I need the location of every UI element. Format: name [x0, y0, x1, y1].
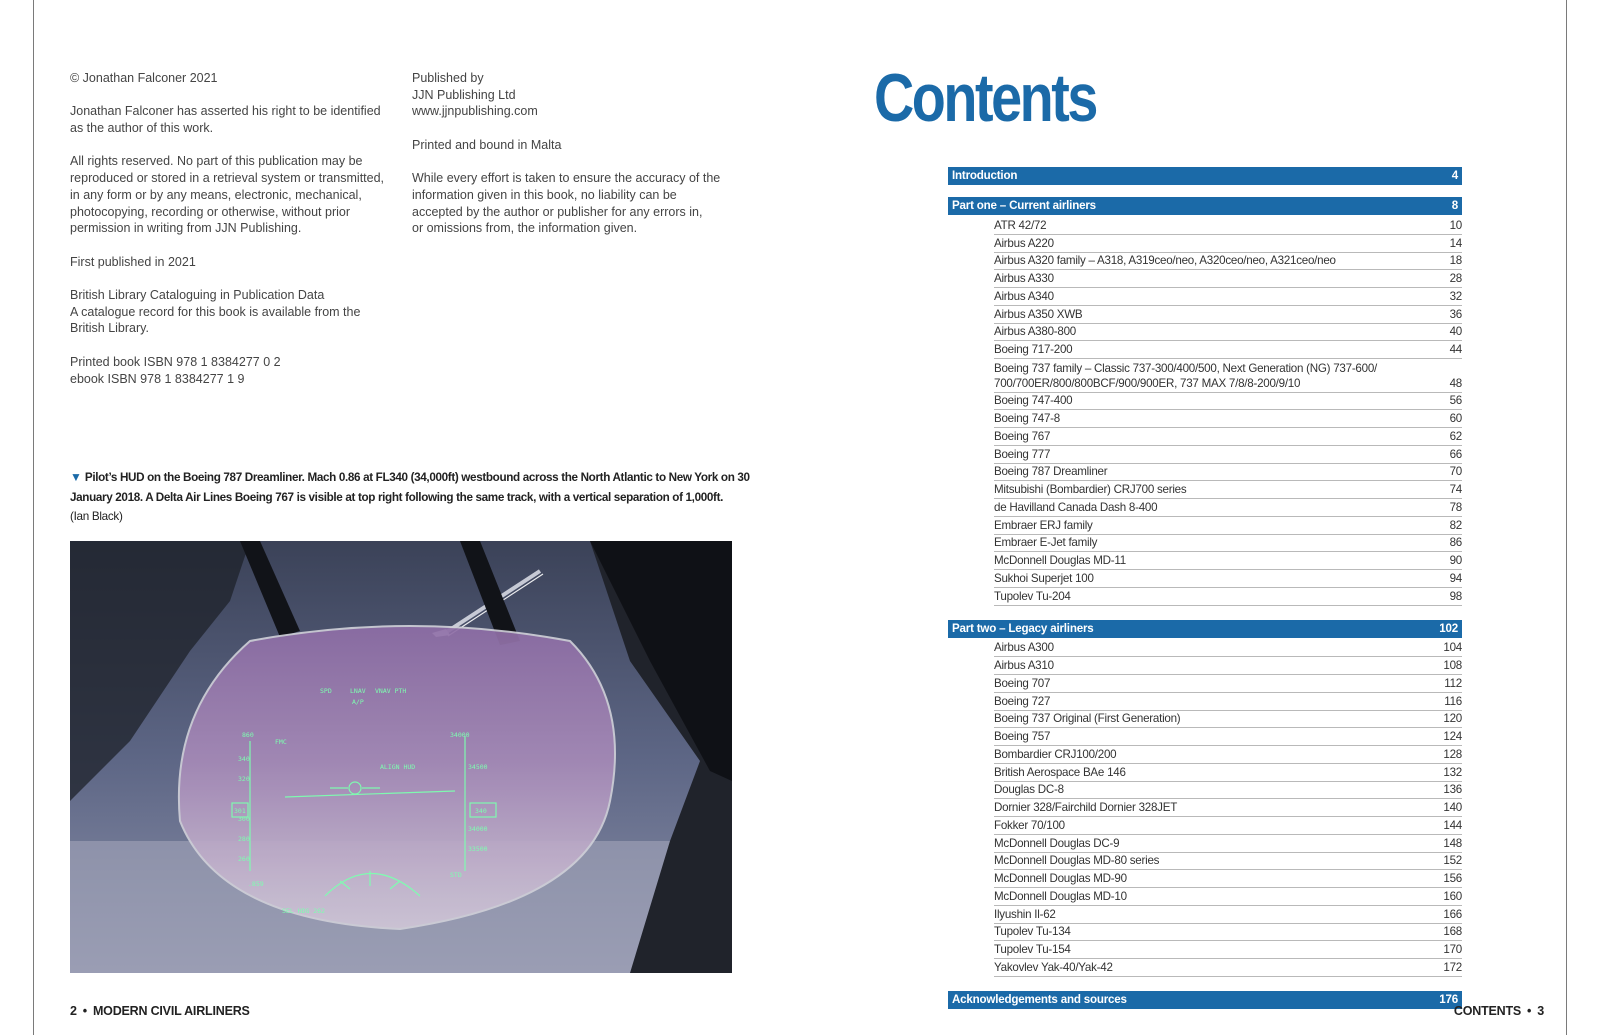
toc-entry-title: Dornier 328/Fairchild Dornier 328JET: [994, 801, 1178, 814]
toc-entry[interactable]: [994, 570, 1462, 588]
toc-spacer: [948, 606, 1462, 620]
toc-entry-page: 170: [1443, 943, 1462, 956]
hud-spd-label: SPD: [320, 687, 332, 695]
toc-section-title: Acknowledgements and sources: [952, 992, 1127, 1006]
toc-entry-title: Boeing 757: [994, 730, 1051, 743]
caption-triangle-icon: ▼: [70, 470, 82, 484]
toc-entry-page: 166: [1443, 907, 1462, 921]
moral-rights-text: Jonathan Falconer has asserted his right to be identified as the author of this work.: [70, 104, 381, 136]
toc-entry[interactable]: [994, 517, 1462, 535]
cip-text: British Library Cataloguing in Publication Data A catalogue record for this book is available from the British Library.: [70, 288, 361, 336]
toc-entry[interactable]: [994, 235, 1462, 253]
toc-entry[interactable]: [994, 428, 1462, 446]
toc-entry-title: British Aerospace BAe 146: [994, 765, 1126, 779]
rights-reserved-text: All rights reserved. No part of this publication may be reproduced or stored in a retrieval system or transmitted, in any form or by any means, electronic, mechanical, photocopying, recording or otherwise, without prior permission in writing from JJN Publishing.: [70, 154, 385, 236]
toc-entry-title: Airbus A320 family – A318, A319ceo/neo, A320ceo/neo, A321ceo/neo: [994, 254, 1336, 268]
toc-section-part-two[interactable]: [948, 620, 1462, 638]
imprint-column-2: [412, 70, 742, 254]
toc-entry[interactable]: [994, 499, 1462, 517]
toc-entry-page: 40: [1449, 325, 1462, 339]
folio-left: [70, 1004, 250, 1018]
folio-bullet: •: [1527, 1004, 1532, 1018]
toc-entry[interactable]: [994, 728, 1462, 746]
table-of-contents: [948, 167, 1462, 1009]
toc-entry-title: Airbus A310: [994, 659, 1054, 672]
toc-entry-page: 10: [1449, 218, 1462, 232]
hud-alt-tick-0: 34000: [450, 731, 470, 739]
toc-entry-page: 116: [1444, 694, 1462, 708]
toc-entry-page: 172: [1443, 960, 1462, 974]
folio-left-page: 2: [70, 1004, 77, 1018]
toc-section-page: 102: [1439, 621, 1458, 635]
toc-entry-title: McDonnell Douglas MD-80 series: [994, 854, 1160, 868]
toc-entry-title: Embraer E-Jet family: [994, 536, 1098, 550]
toc-entry[interactable]: [994, 906, 1462, 924]
hud-sel-hdg: SEL HDG 262: [282, 907, 326, 915]
toc-entry[interactable]: [994, 675, 1462, 693]
toc-entry-page: 160: [1443, 889, 1462, 903]
hud-mach-readout: .859: [248, 880, 264, 888]
toc-entry-page: 144: [1443, 818, 1462, 832]
toc-entry-title: Boeing 787 Dreamliner: [994, 465, 1108, 479]
toc-entry-page: 60: [1449, 412, 1462, 425]
toc-entry-title: Mitsubishi (Bombardier) CRJ700 series: [994, 483, 1187, 496]
toc-entry-title: Boeing 727: [994, 694, 1051, 708]
toc-entry-page: 36: [1449, 307, 1462, 321]
toc-entry-title: Fokker 70/100: [994, 818, 1065, 832]
toc-entry-title: Tupolev Tu-154: [994, 943, 1071, 956]
toc-entry-title: Boeing 737 Original (First Generation): [994, 712, 1181, 726]
toc-entry-page: 14: [1449, 236, 1462, 250]
toc-entry[interactable]: [994, 535, 1462, 553]
toc-entry-title: de Havilland Canada Dash 8-400: [994, 500, 1158, 514]
toc-part-two-list: [994, 640, 1462, 977]
toc-entry[interactable]: [994, 835, 1462, 853]
hud-speed-tick-0: 860: [242, 731, 254, 739]
toc-entry-title: Airbus A300: [994, 641, 1054, 655]
toc-entry-title: Boeing 737 family – Classic 737-300/400/500, Next Generation (NG) 737-600/ 700/700ER/800/800BCF/900/900ER, 737 MAX 7/8/8-200/9/10: [994, 361, 1378, 390]
folio-right: [1454, 1004, 1544, 1018]
disclaimer-text: While every effort is taken to ensure the accuracy of the information given in this book, no liability can be accepted by the author or publisher for any errors in, or omissions from, the information given.: [412, 171, 721, 236]
toc-entry-title: Boeing 707: [994, 676, 1051, 690]
toc-entry-page: 94: [1449, 571, 1462, 585]
toc-entry-page: 156: [1443, 872, 1462, 885]
toc-section-title: Introduction: [952, 169, 1018, 182]
toc-entry-page: 168: [1443, 925, 1462, 939]
toc-section-part-one[interactable]: [948, 197, 1462, 215]
toc-entry-title: McDonnell Douglas MD-11: [994, 554, 1126, 567]
toc-section-acknowledgements[interactable]: [948, 991, 1462, 1009]
toc-entry-title: Boeing 747-400: [994, 394, 1073, 408]
toc-entry-page: 78: [1449, 500, 1462, 514]
hud-alt-tick-3: 33500: [468, 845, 488, 853]
hud-lnav-label: LNAV: [350, 687, 366, 695]
toc-entry-title: Douglas DC-8: [994, 783, 1064, 797]
hud-ap-label: A/P: [352, 698, 364, 706]
toc-entry[interactable]: [994, 782, 1462, 800]
folio-right-title: CONTENTS: [1453, 1004, 1522, 1018]
toc-entry-title: Sukhoi Superjet 100: [994, 571, 1094, 585]
toc-entry[interactable]: [994, 640, 1462, 658]
toc-entry[interactable]: [994, 924, 1462, 942]
toc-entry-page: 74: [1449, 483, 1462, 496]
toc-entry[interactable]: [994, 693, 1462, 711]
page-edge-left: [33, 0, 34, 1035]
folio-right-page: 3: [1537, 1004, 1544, 1018]
hud-speed-tick-5: 260: [238, 855, 250, 863]
toc-entry-title: Boeing 717-200: [994, 343, 1073, 356]
toc-entry-title: McDonnell Douglas MD-10: [994, 889, 1127, 903]
toc-entry[interactable]: [994, 588, 1462, 606]
toc-entry-page: 104: [1443, 641, 1462, 655]
hud-speed-tick-2: 320: [238, 775, 250, 783]
toc-entry-page: 108: [1443, 659, 1462, 672]
hud-speed-tick-1: 340: [238, 755, 250, 763]
toc-entry-title: Tupolev Tu-134: [994, 925, 1071, 939]
toc-entry-title: Boeing 747-8: [994, 412, 1060, 425]
toc-entry-page: 140: [1443, 801, 1462, 814]
toc-entry-title: Airbus A350 XWB: [994, 307, 1083, 321]
toc-entry[interactable]: [994, 217, 1462, 235]
toc-entry-title: Airbus A380-800: [994, 325, 1076, 339]
toc-section-introduction[interactable]: [948, 167, 1462, 185]
toc-section-page: 176: [1439, 992, 1458, 1006]
toc-section-title: Part one – Current airliners: [952, 199, 1096, 212]
toc-entry[interactable]: [994, 817, 1462, 835]
toc-entry-page: 82: [1449, 518, 1462, 532]
photo-caption: [70, 468, 750, 527]
toc-entry-page: 44: [1449, 343, 1462, 356]
imprint-column-1: [70, 70, 400, 404]
toc-entry-title: Ilyushin Il-62: [994, 907, 1056, 921]
hud-alt-box: 340: [475, 807, 487, 815]
toc-entry-title: Airbus A330: [994, 272, 1054, 285]
toc-part-one-list: [994, 217, 1462, 606]
toc-entry[interactable]: [994, 253, 1462, 271]
hud-std-label: STD: [450, 871, 462, 879]
copyright-line: © Jonathan Falconer 2021: [70, 71, 218, 85]
toc-entry[interactable]: [994, 270, 1462, 288]
toc-entry[interactable]: [994, 870, 1462, 888]
toc-section-page: 8: [1451, 199, 1458, 212]
toc-entry[interactable]: [994, 341, 1462, 359]
hud-vnav-label: VNAV PTH: [375, 687, 407, 695]
toc-section-title: Part two – Legacy airliners: [952, 621, 1094, 635]
toc-entry-title: Tupolev Tu-204: [994, 589, 1071, 603]
toc-entry-title: Boeing 767: [994, 429, 1051, 443]
toc-entry-title: McDonnell Douglas MD-90: [994, 872, 1127, 885]
printed-in-text: Printed and bound in Malta: [412, 137, 562, 152]
toc-entry-title: Bombardier CRJ100/200: [994, 747, 1117, 761]
toc-spacer: [948, 185, 1462, 197]
toc-entry[interactable]: [994, 799, 1462, 817]
toc-entry[interactable]: [994, 552, 1462, 570]
toc-entry-title: ATR 42/72: [994, 218, 1047, 232]
caption-text: Pilot’s HUD on the Boeing 787 Dreamliner. Mach 0.86 at FL340 (34,000ft) westbound across the North Atlantic to New York on 30 January 2018. A Delta Air Lines Boeing 767 is visible at top right following the same track, with a vertical separation of 1,000ft.: [70, 471, 750, 504]
toc-entry-page: 18: [1449, 254, 1462, 268]
toc-entry-title: Embraer ERJ family: [994, 518, 1093, 532]
toc-entry-title: McDonnell Douglas DC-9: [994, 836, 1120, 850]
toc-entry[interactable]: [994, 324, 1462, 342]
hud-speed-tick-4: 280: [238, 835, 250, 843]
toc-entry-page: 124: [1443, 730, 1462, 743]
toc-entry-page: 70: [1449, 465, 1462, 479]
toc-entry-page: 86: [1449, 536, 1462, 550]
toc-entry-page: 112: [1444, 676, 1462, 690]
toc-spacer: [948, 977, 1462, 991]
toc-entry[interactable]: [994, 306, 1462, 324]
toc-entry[interactable]: [994, 446, 1462, 464]
toc-entry[interactable]: [994, 746, 1462, 764]
toc-entry[interactable]: [994, 888, 1462, 906]
toc-entry-page: 128: [1443, 747, 1462, 761]
toc-section-page: 4: [1451, 169, 1458, 182]
hud-fmc-label: FMC: [275, 738, 287, 746]
page-edge-right: [1566, 0, 1567, 1035]
toc-entry-page: 62: [1449, 429, 1462, 443]
toc-entry-title: Boeing 777: [994, 447, 1051, 461]
hud-photo: [70, 541, 732, 973]
publisher-text: Published by JJN Publishing Ltd www.jjnpublishing.com: [412, 71, 538, 119]
toc-entry-page: 152: [1443, 854, 1462, 868]
toc-entry-page: 66: [1449, 447, 1462, 461]
hud-photo-illustration: [70, 541, 732, 973]
photo-credit: (Ian Black): [70, 510, 123, 523]
toc-entry[interactable]: [994, 711, 1462, 729]
toc-entry[interactable]: [994, 288, 1462, 306]
isbn-text: Printed book ISBN 978 1 8384277 0 2 ebook ISBN 978 1 8384277 1 9: [70, 354, 281, 386]
toc-entry-page: 132: [1443, 765, 1462, 779]
toc-entry[interactable]: [994, 359, 1462, 393]
hud-alt-tick-2: 34000: [468, 825, 488, 833]
hud-alt-tick-1: 34500: [468, 763, 488, 771]
toc-entry-page: 48: [1449, 377, 1462, 390]
contents-heading: Contents: [874, 60, 1096, 136]
toc-entry-page: 98: [1449, 589, 1462, 603]
toc-entry[interactable]: [994, 464, 1462, 482]
toc-entry[interactable]: [994, 410, 1462, 428]
toc-entry-title: Airbus A340: [994, 289, 1054, 303]
toc-entry[interactable]: [994, 657, 1462, 675]
toc-entry-page: 32: [1449, 289, 1462, 303]
folio-bullet: •: [82, 1004, 87, 1018]
toc-entry[interactable]: [994, 959, 1462, 977]
toc-entry-title: Yakovlev Yak-40/Yak-42: [994, 960, 1113, 974]
toc-entry-page: 120: [1443, 712, 1462, 726]
first-published-text: First published in 2021: [70, 254, 196, 269]
toc-entry[interactable]: [994, 941, 1462, 959]
hud-align-label: ALIGN HUD: [380, 763, 416, 771]
toc-entry-page: 56: [1449, 394, 1462, 408]
toc-entry[interactable]: [994, 853, 1462, 871]
toc-entry-page: 90: [1449, 554, 1462, 567]
toc-entry-page: 136: [1443, 783, 1462, 797]
toc-entry-title: Airbus A220: [994, 236, 1054, 250]
toc-entry[interactable]: [994, 764, 1462, 782]
toc-entry[interactable]: [994, 481, 1462, 499]
hud-speed-box: 301: [234, 807, 246, 815]
toc-entry-page: 28: [1449, 272, 1462, 285]
hud-speed-tick-3: 300: [238, 815, 250, 823]
toc-entry-page: 148: [1443, 836, 1462, 850]
folio-left-title: MODERN CIVIL AIRLINERS: [92, 1004, 250, 1018]
toc-entry[interactable]: [994, 393, 1462, 411]
